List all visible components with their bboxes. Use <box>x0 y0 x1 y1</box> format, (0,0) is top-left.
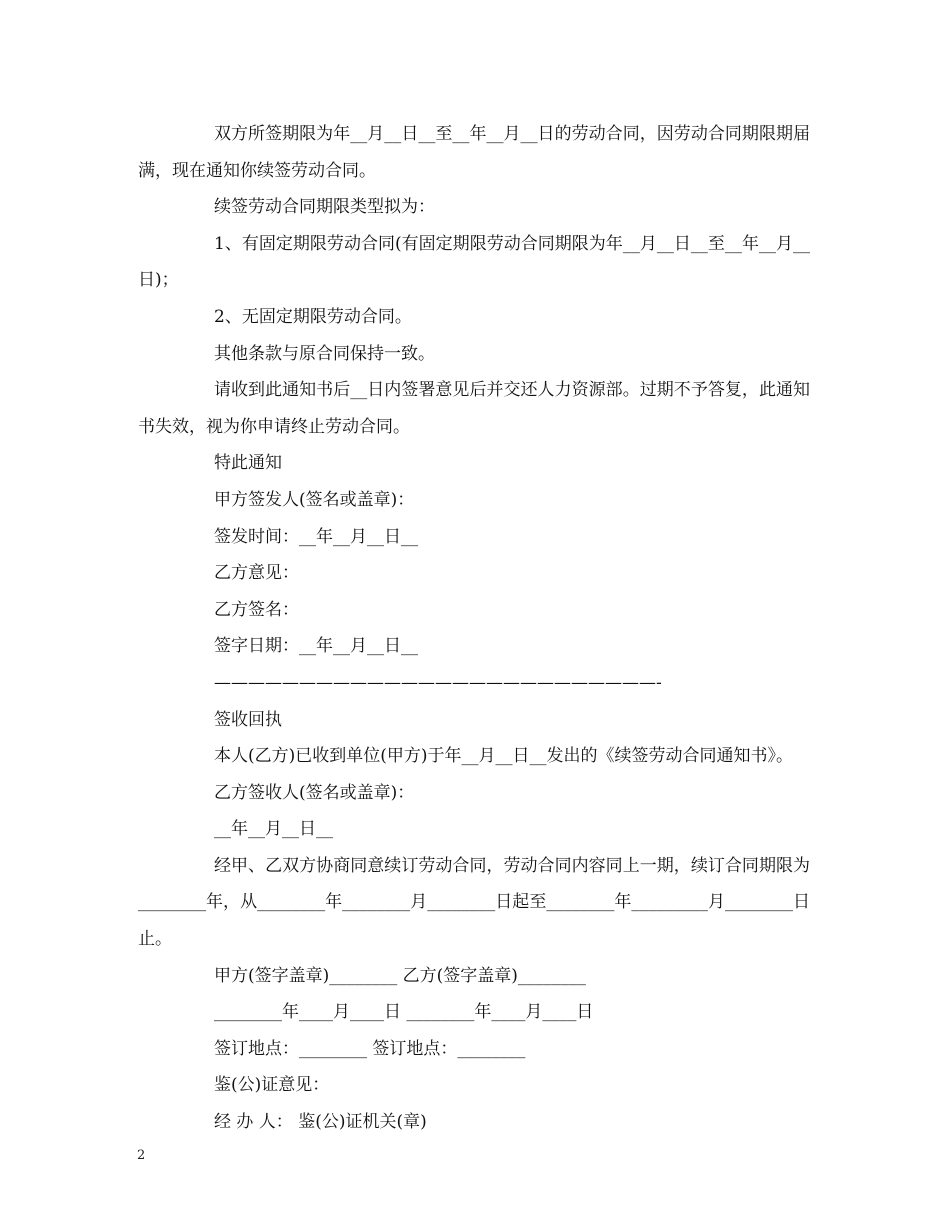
page-number: 2 <box>137 1148 146 1163</box>
signature-date-line: 签字日期：__年__月__日__ <box>214 636 418 657</box>
party-b-recipient-line: 乙方签收人(签名或盖章)： <box>214 782 415 803</box>
document-body <box>138 116 810 1141</box>
cut-line-divider: ——————————————————————————- <box>214 672 662 693</box>
receipt-heading: 签收回执 <box>214 709 282 730</box>
party-a-issuer-line: 甲方签发人(签名或盖章)： <box>214 489 415 510</box>
paragraph-notice-closing: 特此通知 <box>214 453 282 474</box>
party-b-signature-line: 乙方签名： <box>214 599 299 620</box>
signing-location-line: 签订地点：________ 签订地点：________ <box>214 1038 526 1059</box>
paragraph-reply-deadline: 请收到此通知书后__日内签署意见后并交还人力资源部。过期不予答复，此通知书失效，视为你申请终止劳动合同。 <box>138 380 810 437</box>
party-dates-line: ________年____月____日 ________年____月____日 <box>214 1002 594 1023</box>
paragraph-receipt-confirmation: 本人(乙方)已收到单位(甲方)于年__月__日__发出的《续签劳动合同通知书》。 <box>214 746 794 767</box>
issue-date-line: 签发时间：__年__月__日__ <box>214 526 418 547</box>
party-b-opinion-line: 乙方意见： <box>214 563 299 584</box>
paragraph-open-ended-option: 2、无固定期限劳动合同。 <box>214 306 412 327</box>
notary-opinion-line: 鉴(公)证意见： <box>214 1075 330 1096</box>
receipt-date-line: __年__月__日__ <box>214 819 333 840</box>
paragraph-fixed-term-option: 1、有固定期限劳动合同(有固定期限劳动合同期限为年__月__日__至__年__月__日)； <box>138 233 810 291</box>
paragraph-contract-period: 双方所签期限为年__月__日__至__年__月__日的劳动合同，因劳动合同期限期届满，现在通知你续签劳动合同。 <box>138 124 810 181</box>
paragraph-renewal-type-heading: 续签劳动合同期限类型拟为： <box>214 197 435 218</box>
handler-notary-line: 经 办 人： 鉴(公)证机关(章) <box>214 1112 427 1133</box>
paragraph-renewal-agreement: 经甲、乙双方协商同意续订劳动合同，劳动合同内容同上一期，续订合同期限为________年，从________年________月________日起至________年_________月________日止。 <box>138 855 810 950</box>
paragraph-other-terms: 其他条款与原合同保持一致。 <box>214 343 435 364</box>
party-signatures-line: 甲方(签字盖章)________ 乙方(签字盖章)________ <box>214 965 586 986</box>
